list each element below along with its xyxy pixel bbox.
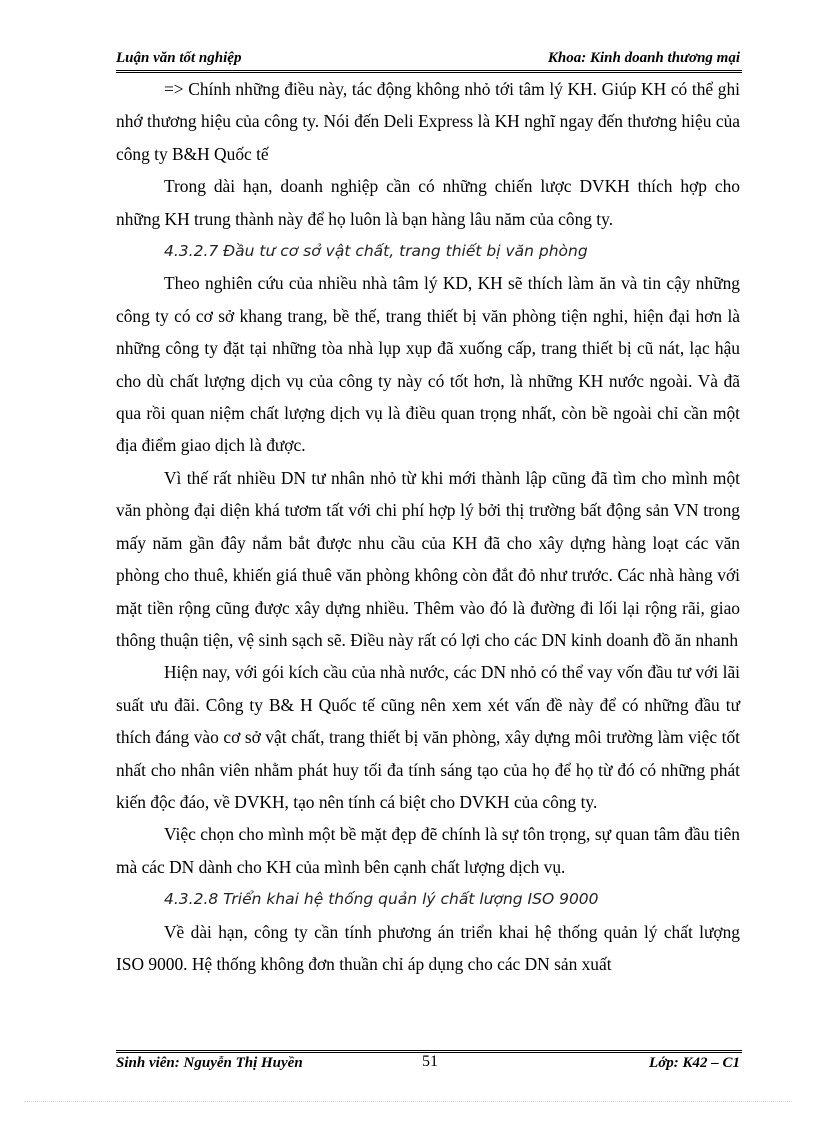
document-body — [116, 73, 740, 980]
header-faculty-label: Khoa: Kinh doanh thương mại — [547, 50, 740, 66]
paragraph: Vì thế rất nhiều DN tư nhân nhỏ từ khi mới thành lập cũng đã tìm cho mình một văn phòng đại diện khá tươm tất với chi phí hợp lý bởi thị trường bất động sản VN trong mấy năm gần đây nắm bắt được nhu cầu của KH đã cho xây dựng hàng loạt các văn phòng cho thuê, khiến giá thuê văn phòng không còn đắt đỏ như trước. Các nhà hàng với mặt tiền rộng cũng được xây dựng nhiều. Thêm vào đó là đường đi lối lại rộng rãi, giao thông thuận tiện, vệ sinh sạch sẽ. Điều này rất có lợi cho các DN kinh doanh đồ ăn nhanh — [116, 467, 740, 650]
paragraph: Hiện nay, với gói kích cầu của nhà nước, các DN nhỏ có thể vay vốn đầu tư với lãi suất ưu đãi. Công ty B& H Quốc tế cũng nên xem xét vấn đề này để có những đầu tư thích đáng vào cơ sở vật chất, trang thiết bị văn phòng, xây dựng môi trường làm việc tốt nhất cho nhân viên nhằm phát huy tối đa tính sáng tạo của họ để họ từ đó có những phát kiến độc đáo, về DVKH, tạo nên tính cá biệt cho DVKH của công ty. — [116, 662, 740, 812]
page-number: 51 — [422, 1053, 438, 1070]
page-edge-divider — [24, 1101, 792, 1102]
section-heading: 4.3.2.7 Đầu tư cơ sở vật chất, trang thiết bị văn phòng — [164, 242, 588, 261]
paragraph: Theo nghiên cứu của nhiều nhà tâm lý KD, KH sẽ thích làm ăn và tin cậy những công ty có cơ sở khang trang, bề thế, trang thiết bị văn phòng tiện nghi, hiện đại hơn là những công ty đặt tại những tòa nhà lụp xụp đã xuống cấp, trang thiết bị cũ nát, lạc hậu cho dù chất lượng dịch vụ của công ty này có tốt hơn, là những KH nước ngoài. Và đã qua rồi quan niệm chất lượng dịch vụ là điều quan trọng nhất, còn bề ngoài chỉ cần một địa điểm giao dịch là được. — [116, 273, 740, 456]
footer-class-label: Lớp: K42 – C1 — [649, 1055, 740, 1071]
paragraph: Trong dài hạn, doanh nghiệp cần có những chiến lược DVKH thích hợp cho những KH trung thành này để họ luôn là bạn hàng lâu năm của công ty. — [116, 176, 740, 229]
footer-student-name: Sinh viên: Nguyễn Thị Huyền — [116, 1055, 303, 1071]
section-heading: 4.3.2.8 Triển khai hệ thống quản lý chất lượng ISO 9000 — [164, 890, 599, 909]
paragraph: Việc chọn cho mình một bề mặt đẹp đẽ chính là sự tôn trọng, sự quan tâm đầu tiên mà các DN dành cho KH của mình bên cạnh chất lượng dịch vụ. — [116, 824, 740, 877]
paragraph: => Chính những điều này, tác động không nhỏ tới tâm lý KH. Giúp KH có thể ghi nhớ thương hiệu của công ty. Nói đến Deli Express là KH nghĩ ngay đến thương hiệu của công ty B&H Quốc tế — [116, 79, 740, 164]
header-thesis-label: Luận văn tốt nghiệp — [116, 50, 242, 66]
page-header — [116, 50, 740, 70]
page-footer — [116, 1055, 740, 1075]
paragraph: Về dài hạn, công ty cần tính phương án triển khai hệ thống quản lý chất lượng ISO 9000. Hệ thống không đơn thuần chỉ áp dụng cho các DN sản xuất — [116, 921, 740, 974]
